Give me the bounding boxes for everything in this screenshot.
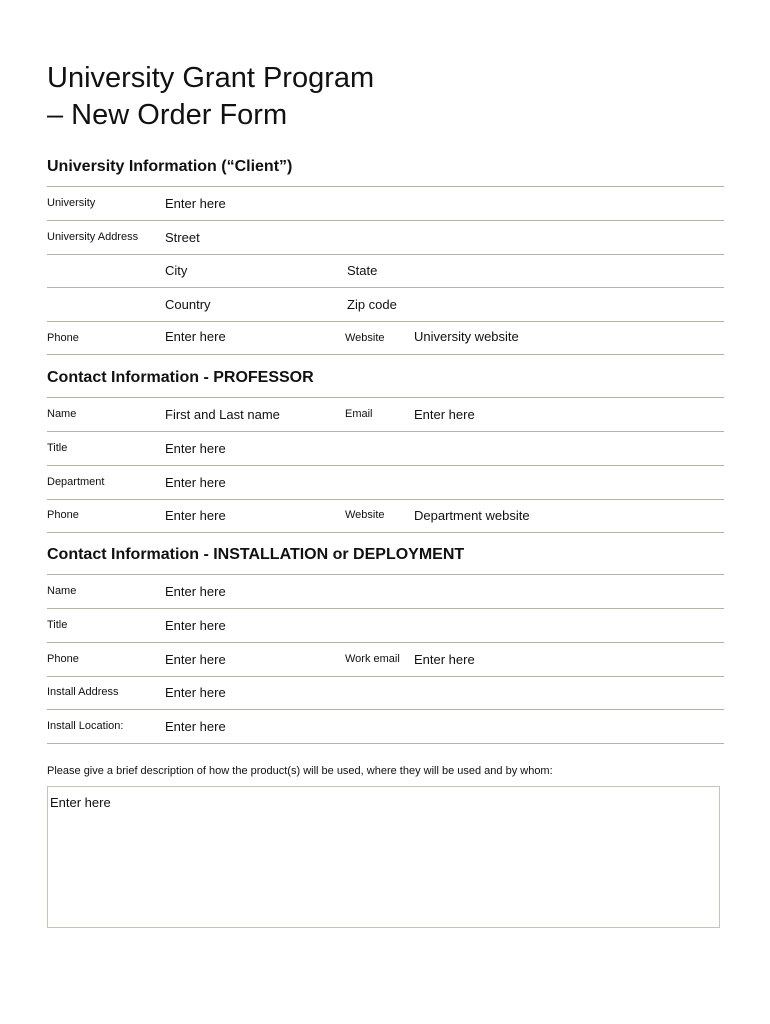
- name-label: Name: [47, 408, 77, 420]
- professor-phone-row: [47, 499, 724, 533]
- install-location-field[interactable]: Enter here: [165, 719, 226, 734]
- installation-name-row: [47, 575, 724, 609]
- work-email-label: Work email: [345, 653, 400, 665]
- address-country-row: [47, 288, 724, 322]
- description-prompt: Please give a brief description of how the product(s) will be used, where they will be used and by whom:: [47, 765, 553, 777]
- title-label: Title: [47, 442, 68, 454]
- professor-email-field[interactable]: Enter here: [414, 407, 475, 422]
- street-field[interactable]: Street: [165, 230, 200, 245]
- professor-name-row: [47, 398, 724, 432]
- university-phone-row: [47, 321, 724, 355]
- description-placeholder: Enter here: [50, 795, 111, 810]
- installation-phone-row: [47, 643, 724, 677]
- university-address-label: University Address: [47, 231, 139, 243]
- country-field[interactable]: Country: [165, 297, 211, 312]
- phone-label: Phone: [47, 653, 79, 665]
- install-address-field[interactable]: Enter here: [165, 685, 226, 700]
- website-label: Website: [345, 509, 385, 521]
- department-website-field[interactable]: Department website: [414, 508, 530, 523]
- city-field[interactable]: City: [165, 263, 188, 278]
- professor-department-field[interactable]: Enter here: [165, 475, 226, 490]
- install-location-label: Install Location:: [47, 720, 124, 732]
- professor-department-row: [47, 466, 724, 500]
- installation-name-field[interactable]: Enter here: [165, 584, 226, 599]
- email-label: Email: [345, 408, 373, 420]
- university-row: [47, 187, 724, 221]
- department-label: Department: [47, 476, 105, 488]
- professor-name-field[interactable]: First and Last name: [165, 407, 280, 422]
- title-label: Title: [47, 619, 68, 631]
- zip-code-field[interactable]: Zip code: [347, 297, 397, 312]
- installation-title-field[interactable]: Enter here: [165, 618, 226, 633]
- university-phone-field[interactable]: Enter here: [165, 329, 226, 344]
- professor-title-field[interactable]: Enter here: [165, 441, 226, 456]
- state-field[interactable]: State: [347, 263, 378, 278]
- address-street-row: [47, 221, 724, 255]
- page-title: [47, 60, 724, 134]
- university-website-field[interactable]: University website: [414, 329, 519, 344]
- name-label: Name: [47, 585, 77, 597]
- phone-label: Phone: [47, 332, 79, 344]
- page-title-line-2: – New Order Form: [47, 99, 288, 131]
- professor-section-heading: Contact Information - PROFESSOR: [47, 369, 314, 386]
- install-location-row: [47, 710, 724, 744]
- installation-section-heading: Contact Information - INSTALLATION or DEPLOYMENT: [47, 546, 465, 563]
- description-textarea[interactable]: [47, 786, 720, 928]
- university-label: University: [47, 197, 96, 209]
- page-title-line-1: University Grant Program: [47, 62, 375, 94]
- installation-title-row: [47, 609, 724, 643]
- installation-phone-field[interactable]: Enter here: [165, 652, 226, 667]
- professor-phone-field[interactable]: Enter here: [165, 508, 226, 523]
- installation-work-email-field[interactable]: Enter here: [414, 652, 475, 667]
- install-address-label: Install Address: [47, 686, 119, 698]
- university-section-heading: University Information (“Client”): [47, 158, 293, 175]
- university-field[interactable]: Enter here: [165, 196, 226, 211]
- website-label: Website: [345, 332, 385, 344]
- install-address-row: [47, 676, 724, 710]
- professor-title-row: [47, 432, 724, 466]
- address-city-row: [47, 254, 724, 288]
- phone-label: Phone: [47, 509, 79, 521]
